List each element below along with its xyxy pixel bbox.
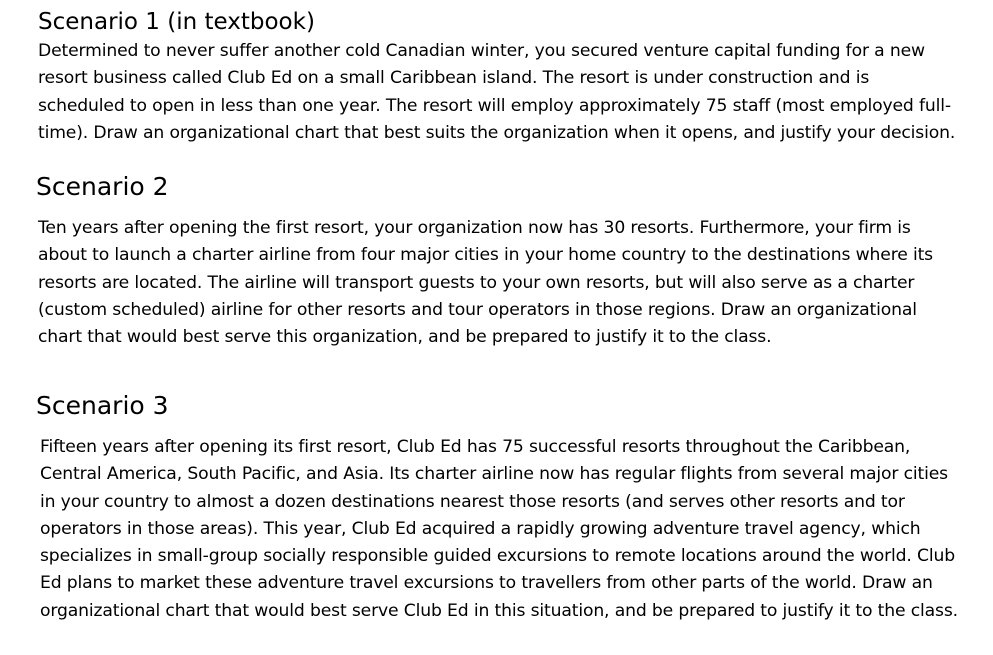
text-line: in your country to almost a dozen destinations nearest those resorts (and serves other resorts and tor bbox=[40, 491, 905, 512]
text-line: Ten years after opening the first resort, your organization now has 30 resorts. Furthermore, your firm is bbox=[38, 218, 911, 238]
text-line: scheduled to open in less than one year. The resort will employ approximately 75 staff (most employed full- bbox=[38, 95, 951, 116]
text-line: resort business called Club Ed on a small Caribbean island. The resort is under construction and is bbox=[38, 68, 870, 89]
text-line: Determined to never suffer another cold Canadian winter, you secured venture capital funding for a new bbox=[38, 41, 925, 61]
text-line: Fifteen years after opening its first resort, Club Ed has 75 successful resorts throughout the Caribbean, bbox=[40, 437, 911, 457]
scenario-1-heading: Scenario 1 (in textbook) bbox=[38, 9, 315, 35]
text-line: specializes in small-group socially responsible guided excursions to remote locations around the world. Club bbox=[40, 546, 956, 567]
text-line: resorts are located. The airline will transport guests to your own resorts, but will also serve as a charter bbox=[38, 272, 915, 293]
scenario-2-section bbox=[36, 171, 981, 351]
text-line: time). Draw an organizational chart that best suits the organization when it opens, and justify your decision. bbox=[38, 122, 956, 143]
scenario-2-paragraph bbox=[36, 215, 981, 351]
text-line: operators in those areas). This year, Club Ed acquired a rapidly growing adventure travel agency, which bbox=[40, 518, 921, 539]
text-line: Ed plans to market these adventure travel excursions to travellers from other parts of the world. Draw an bbox=[40, 573, 933, 594]
text-line: Central America, South Pacific, and Asia. Its charter airline now has regular flights from several major cities bbox=[40, 464, 948, 485]
scenario-1-paragraph bbox=[38, 38, 983, 147]
text-line: chart that would best serve this organization, and be prepared to justify it to the class. bbox=[38, 327, 772, 348]
text-line: organizational chart that would best serve Club Ed in this situation, and be prepared to justify it to the class. bbox=[40, 600, 958, 621]
text-line: (custom scheduled) airline for other resorts and tour operators in those regions. Draw an organizational bbox=[38, 299, 917, 320]
scenario-2-heading: Scenario 2 bbox=[36, 172, 169, 201]
text-line: about to launch a charter airline from four major cities in your home country to the destinations where its bbox=[38, 245, 933, 266]
scenario-3-heading: Scenario 3 bbox=[36, 391, 169, 420]
scenario-1-section bbox=[38, 7, 983, 147]
scenario-3-paragraph bbox=[36, 434, 981, 625]
scenario-3-section bbox=[36, 390, 981, 625]
